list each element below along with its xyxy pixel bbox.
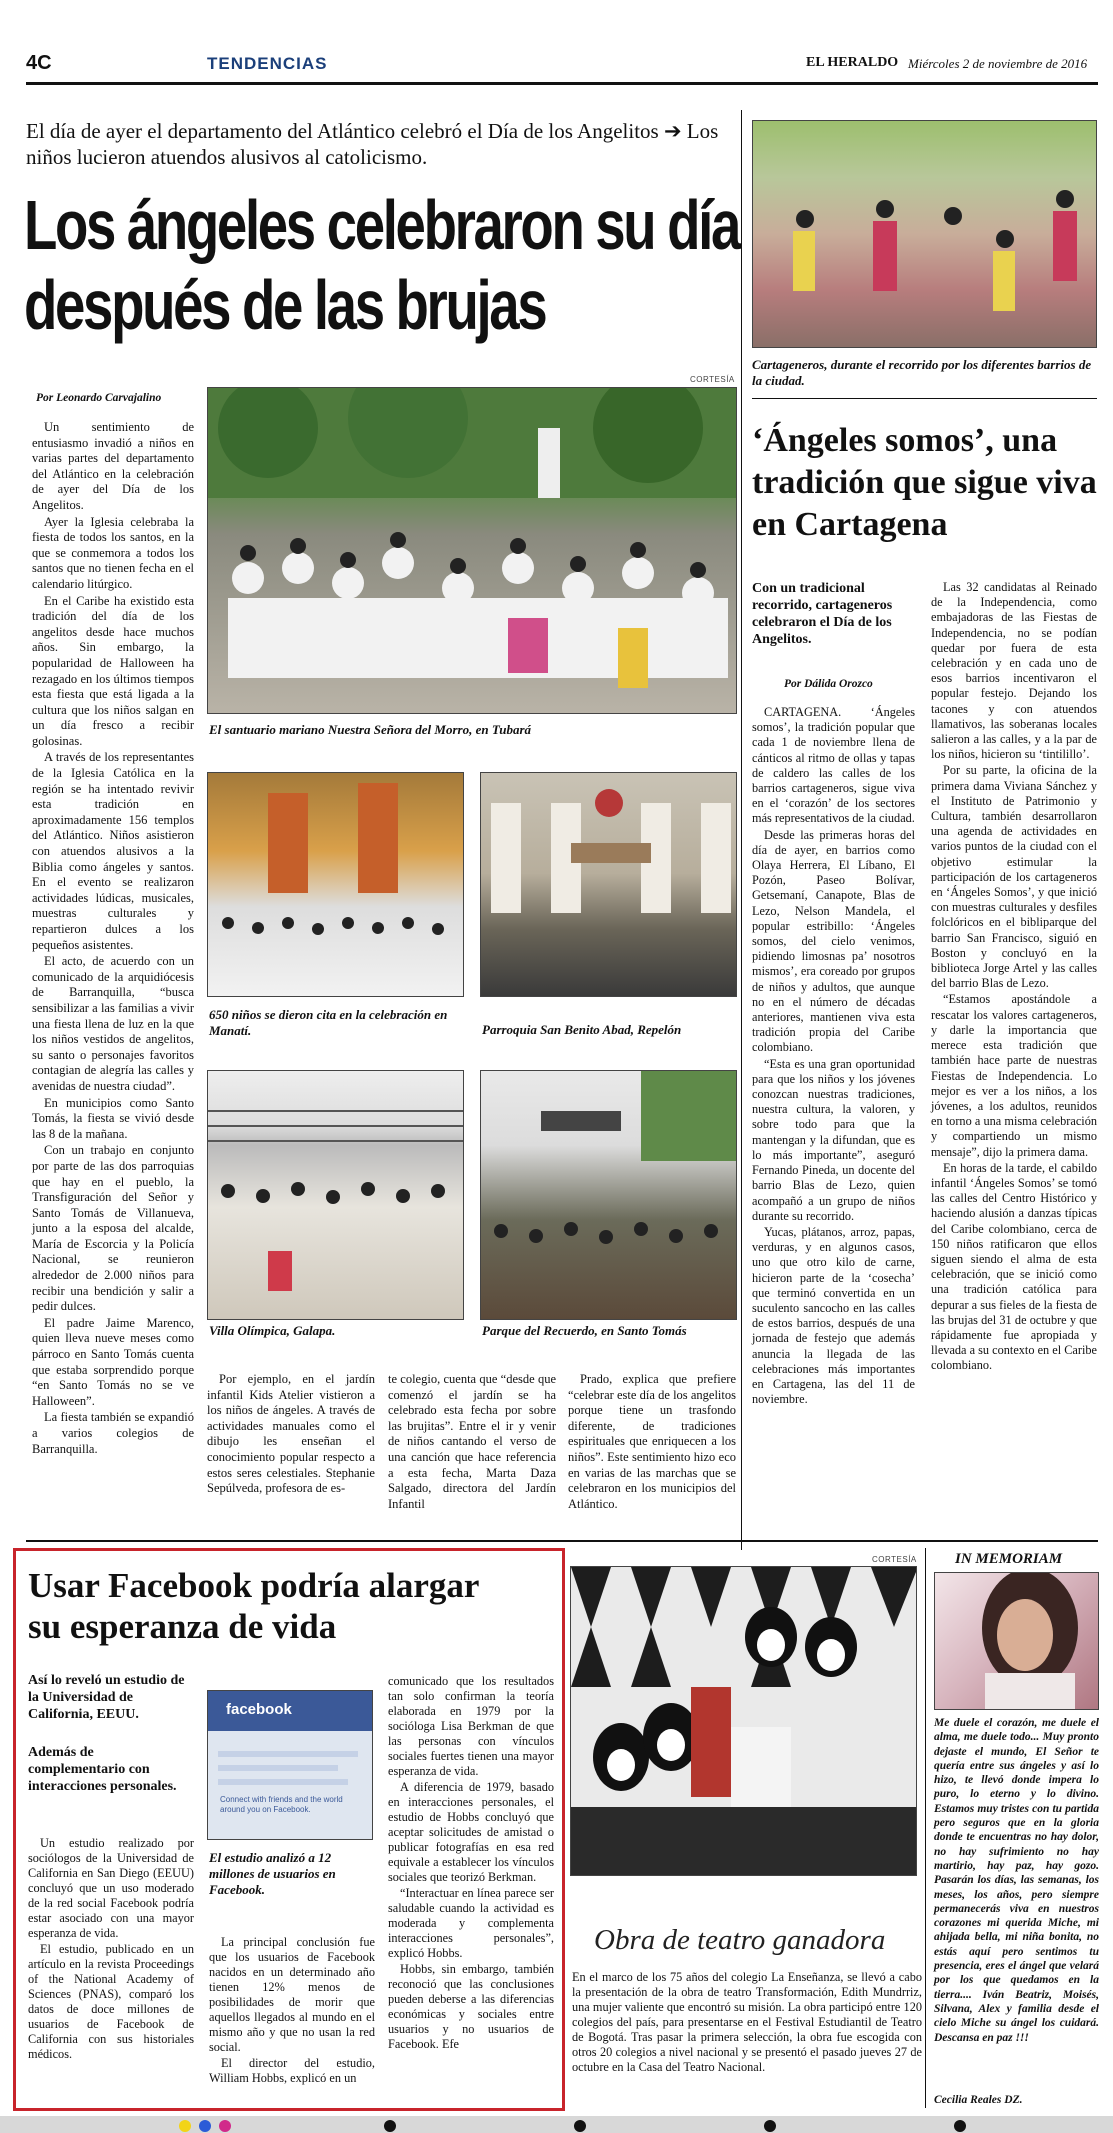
photo-cartagena-parade (752, 120, 1097, 348)
paragraph: El acto, de acuerdo con un comunicado de la arquidiócesis de Barranquilla, “busca sensibilizar a las familias a vivir una fiesta llena de luz en la que los niños vestidos de angelitos, su santo o personajes favoritos contagian de alegría las calles y avenidas de nuestra ciudad”. (32, 954, 194, 1093)
photo-santo-tomas (480, 1070, 737, 1320)
paragraph: te colegio, cuenta que “desde que comenzó el jardín se ha celebrado esta fecha por sobre las brujitas”. Entre el ir y venir de niños cantando el verso de una canción que hace referencia a esta fecha, Marta Daza Salgado, directora del Jardín Infantil (388, 1372, 556, 1511)
right-column-1 (752, 705, 915, 1408)
facebook-column-2 (209, 1935, 375, 2087)
main-byline: Por Leonardo Carvajalino (36, 392, 162, 404)
memoriam-signature: Cecilia Reales DZ. (934, 2094, 1023, 2106)
right-column-2 (931, 580, 1097, 1375)
right-rule (752, 398, 1097, 399)
paragraph: CARTAGENA. ‘Ángeles somos’, la tradición popular que cada 1 de noviembre llena de cánticos al ritmo de ollas y tapas de caldero las calles de los barrios cartageneros, sigue viva en el ‘corazón’ de los sectores más representativos de la ciudad. (752, 705, 915, 826)
facebook-column-1 (28, 1836, 194, 2063)
paragraph: En municipios como Santo Tomás, la fiesta se vivió desde las 8 de la mañana. (32, 1095, 194, 1141)
paragraph: Por ejemplo, en el jardín infantil Kids Atelier vistieron a los niños de ángeles. A través de actividades manuales como el dibujo les enseñan el conocimiento popular respecto a estos seres celestiales. Stephanie Sepúlveda, profesora de es- (207, 1372, 375, 1496)
paragraph: Yucas, plátanos, arroz, papas, verduras, y en algunos casos, uno que otro kilo de carne, hicieron parte de la ‘cosecha’ que terminó convertida en un suculento sancocho en las calles de estos barrios, después de una jornada de festejo que además anuncia la llegada de las celebraciones más importantes en Cartagena, las del 11 de noviembre. (752, 1224, 915, 1407)
paragraph: Ayer la Iglesia celebraba la fiesta de todos los santos, en la que se conmemora a todos los santos que no tienen fecha en el calendario litúrgico. (32, 514, 194, 591)
photo-repelon (480, 772, 737, 997)
paragraph: Con un trabajo en conjunto por parte de las dos parroquias que hay en el pueblo, la Transfiguración del Señor y Santo Tomás de Villanueva, junto a la esposa del alcalde, María de Escorcia y la Policía Nacional, se reunieron alrededor de 2.000 niños para recibir una bendición y salir a pedir dulces. (32, 1143, 194, 1314)
right-byline: Por Dálida Orozco (784, 678, 873, 690)
issue-date: Miércoles 2 de noviembre de 2016 (908, 56, 1088, 71)
paragraph: El estudio, publicado en un artículo en la revista Proceedings of the National Academy of Sciences (PNAS), comparó los datos de doce millones de usuarios de Facebook de California con sus historiales médicos. (28, 1942, 194, 2061)
theatre-title: Obra de teatro ganadora (588, 1924, 891, 1957)
caption-repelon: Parroquia San Benito Abad, Repelón (482, 1022, 682, 1037)
theatre-credit: CORTESÍA (872, 1555, 917, 1564)
paragraph: “Esta es una gran oportunidad para que los niños y los jóvenes conozcan nuestras tradiciones, nuestra cultura, la valoren, y sobre todo para que la mantengan y la difundan, que es lo más importante”, aseguró Fernando Pineda, un docente del barrio Blas de Lezo, quien acompañó a un grupo de niños durante su recorrido. (752, 1056, 915, 1223)
paragraph: “Interactuar en línea parece ser saludable cuando la actividad es moderada y complementa interacciones personales”, explicó Hobbs. (388, 1886, 554, 1960)
print-color-bar (0, 2116, 1113, 2133)
paragraph: En el Caribe ha existido esta tradición del día de los angelitos desde hace muchos años. Sin embargo, la popularidad de Halloween ha rezagado en los últimos tiempos esta fiesta que está ligada a la cultura que los niños salgan en un día fresco a recibir golosinas. (32, 593, 194, 748)
photo-credit: CORTESÍA (690, 375, 735, 384)
paragraph: En horas de la tarde, el cabildo infantil ‘Ángeles Somos’ se tomó las calles del Centro Histórico y haciendo alusión a danzas típicas del Caribe colombiano, cerca de 150 niños ratificaron que ellos siguen siendo el alma de esta celebración, que se inició como una tradición católica para depurar a sus fieles de la fiesta de las brujas del 31 de octubre y que rápidamente fue apropiada y llevada a su contexto en el Caribe colombiano. (931, 1160, 1097, 1373)
main-headline: Los ángeles celebraron su día después de las brujas (24, 186, 740, 344)
paragraph: Hobbs, sin embargo, también reconoció que las conclusiones pueden deberse a las diferencias económicas y sociales entre usuarios y no usuarios de Facebook. Efe (388, 1962, 554, 2051)
caption-tubara: El santuario mariano Nuestra Señora del Morro, en Tubará (209, 722, 532, 737)
facebook-headline: Usar Facebook podría alargar su esperanza de vida (28, 1566, 479, 1646)
registration-marks (0, 2116, 1113, 2133)
main-column-3 (388, 1372, 556, 1513)
right-headline: ‘Ángeles somos’, una tradición que sigue viva en Cartagena (752, 422, 1097, 543)
paragraph: La principal conclusión fue que los usuarios de Facebook nacidos en un determinado año tienen 12% menos de posibilidades de morir que aquellos llegados al mundo en el mismo año y que no usan la red social. (209, 1935, 375, 2054)
paragraph: El director del estudio, William Hobbs, explicó en un (209, 2056, 375, 2085)
section-rule (26, 1540, 1098, 1542)
section-title: TENDENCIAS (207, 54, 328, 73)
facebook-logo-text: facebook (226, 1701, 292, 1718)
caption-facebook: El estudio analizó a 12 millones de usuarios en Facebook. (209, 1850, 336, 1897)
paragraph: El padre Jaime Marenco, quien lleva nueve meses como párroco en Santo Tomás cuenta que estaba sorprendido porque “en Santo Tomás no se ve Halloween”. (32, 1315, 194, 1408)
kicker: El día de ayer el departamento del Atlántico celebró el Día de los Angelitos ➔ Los niños lucieron atuendos alusivos al catolicismo. (26, 119, 719, 169)
main-column-1 (32, 420, 194, 1458)
photo-facebook-screen (207, 1690, 373, 1840)
caption-santo-tomas: Parque del Recuerdo, en Santo Tomás (482, 1323, 687, 1338)
caption-cartagena: Cartageneros, durante el recorrido por los diferentes barrios de la ciudad. (752, 357, 1092, 388)
photo-memoriam (934, 1572, 1099, 1710)
paragraph: A través de los representantes de la Iglesia Católica en la región se ha intentado revivir esta tradición en aproximadamente 156 templos del Atlántico. Niños asistieron con atuendos alusivos a la Biblia como ángeles y santos. En el evento se realizaron actividades lúdicas, musicales, muestras culturales y repartieron dulces a los pequeños asistentes. (32, 750, 194, 952)
header-rule (26, 82, 1098, 85)
theatre-illustration (571, 1567, 917, 1876)
right-summary: Con un tradicional recorrido, cartageneros celebraron el Día de los Angelitos. (752, 581, 893, 647)
photo-galapa (207, 1070, 464, 1320)
paragraph: Prado, explica que prefiere “celebrar este día de los angelitos porque tiene un trasfondo diferente, de tradiciones espirituales que enriquecen a los niños”. Este sentimiento hizo eco en varias de las marchas que se celebraron en los municipios del Atlántico. (568, 1372, 736, 1511)
facebook-screen-subtext: Connect with friends and the world around you on Facebook. (220, 1795, 343, 1814)
photo-theatre (570, 1566, 917, 1876)
page-number: 4C (26, 52, 52, 74)
paragraph: “Estamos apostándole a rescatar los valores cartageneros, y darle la importancia que merece esta tradición que también hace parte de nuestras Fiestas de Independencia. Lo mejor es ver a los niños, a los jóvenes, a los adultos, reunidos en torno a una misma celebración y compartiendo un mismo mensaje”, dijo la primera dama. (931, 992, 1097, 1159)
caption-manati: 650 niños se dieron cita en la celebración en Manatí. (209, 1007, 448, 1038)
theatre-text: En el marco de los 75 años del colegio La Enseñanza, se llevó a cabo la presentación de la obra de teatro Transformación, Edith Mundrriz, una mujer valiente que encontró su misión. La obra participó entre 120 colegios del país, para presentarse en el Festival Estudiantil de Teatro de Bogotá. Tras pasar la primera selección, la obra fue escogida con otros 20 colegios a nivel nacional y se presentó el pasado jueves 27 de octubre en la Casa del Teatro Nacional. (572, 1970, 922, 2074)
paragraph: Un sentimiento de entusiasmo invadió a niños en varias partes del departamento del Atlántico en la celebración de ayer del Día de los Angelitos. (32, 420, 194, 512)
memoriam-text: Me duele el corazón, me duele el alma, me duele todo... Muy pronto dejaste el mundo, El Señor te quería entre sus ángeles y así lo hizo, te llevó donde impera lo puro, lo eterno y lo divino. Estamos muy tristes con tu partida pero seguros que en la gloria donde te encuentras no hay dolor, no hay sufrimiento no hay martirio, hay paz, hay gozo. Pasarán los días, las semanas, los meses, los años, pero siempre permanecerás viva en nuestros corazones mi querida Miche, mi ahijada bella, mi niña bonita, no estás aquí pero sentimos tu presencia, eres el ángel que velará por los que quedamos en la tierra.... Iván Beatriz, Moisés, Silvana, Alex y familia desde el cielo Miche su ángel los cuidará. Descansa en paz !!! (934, 1717, 1099, 2044)
photo-tubara (207, 387, 737, 714)
main-column-2 (207, 1372, 375, 1498)
caption-galapa: Villa Olímpica, Galapa. (209, 1323, 336, 1338)
main-column-4 (568, 1372, 736, 1513)
paragraph: Por su parte, la oficina de la primera dama Viviana Sánchez y el Instituto de Patrimonio y Cultura, también desarrollaron una agenda de actividades en varios puntos de la ciudad con el objetivo estimular la participación de los cartageneros en ‘Ángeles Somos’, y que inició con muestras culturales y desfiles folclóricos en el bibliparque del barrio San Francisco, siguió en Boston y concluyó en la biblioteca Jorge Artel y las calles del barrio Blas de Lezo. (931, 763, 1097, 991)
paragraph: A diferencia de 1979, basado en interacciones personales, el estudio de Hobbs concluyó que aceptar solicitudes de amistad o publicar fotografías en esa red equivale a establecer los vínculos sociales que teorizó Berkman. (388, 1780, 554, 1884)
facebook-summary-2: Además de complementario con interacciones personales. (28, 1745, 177, 1794)
paragraph: Las 32 candidatas al Reinado de la Independencia, como embajadoras de las Fiestas de Independencia, no se podían quedar por fuera de esta celebración y en cada uno de esos barrios incentivaron el popular festejo. Dejando los tacones y con atuendos llamativos, las soberanas locales salieron a las calles, y a la par de los niños, hicieron su ‘tintilillo’. (931, 580, 1097, 762)
memoriam-title: IN MEMORIAM (955, 1551, 1063, 1567)
paragraph: La fiesta también se expandió a varios colegios de Barranquilla. (32, 1410, 194, 1456)
paper-name: EL HERALDO (806, 55, 899, 70)
vertical-divider (741, 110, 742, 1550)
paragraph: Un estudio realizado por sociólogos de la Universidad de California en San Diego (EEUU) concluyó que un uso moderado de la red social Facebook podría estar asociado con una mayor esperanza de vida. (28, 1836, 194, 1940)
memoriam-divider (925, 1548, 926, 2108)
paragraph: Desde las primeras horas del día de ayer, en barrios como Olaya Herrera, El Líbano, El Pozón, Paseo Bolívar, Getsemaní, Canapote, Blas de Lezo, Nelson Mandela, el popular estribillo: ‘Ángeles somos, del cielo venimos, pidiendo limosnas pa’ nosotros mismos’, era coreado por grupos de niños y adultos, que aunque no en el número de décadas anteriores, mantienen viva esta tradición propia del Caribe colombiano. (752, 827, 915, 1055)
crowd-illustration (208, 388, 737, 714)
portrait-illustration (935, 1573, 1099, 1710)
facebook-summary-1: Así lo reveló un estudio de la Universidad de California, EEUU. (28, 1673, 185, 1722)
photo-manati (207, 772, 464, 997)
paragraph: comunicado que los resultados tan solo confirman la teoría elaborada en 1979 por la socióloga Lisa Berkman de que las personas con vínculos sociales fuertes tienen una mayor esperanza de vida. (388, 1674, 554, 1778)
facebook-column-3 (388, 1674, 554, 2053)
